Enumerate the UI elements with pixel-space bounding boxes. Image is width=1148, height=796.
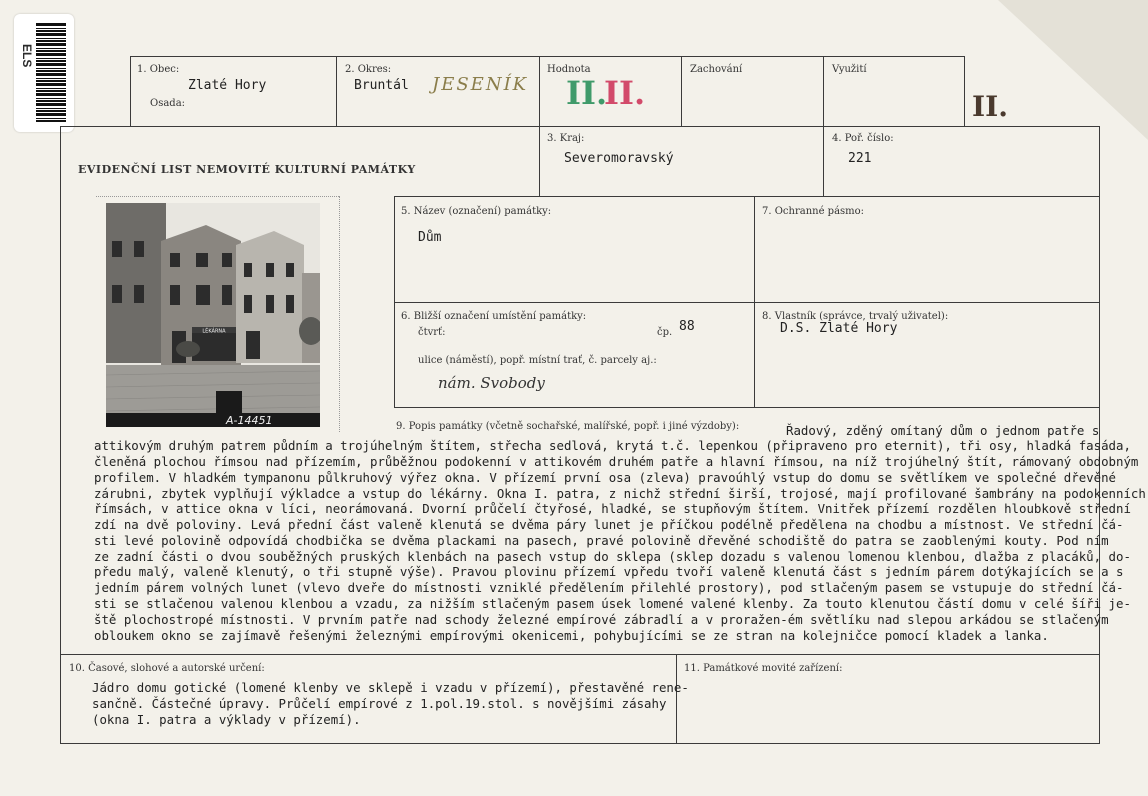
por-cislo-value: 221 [848,151,872,166]
popis-line: attikovým druhým patrem půdním a trojúhelným štítem, střecha sedlová, krytá t.č. lepenkou (připraveno pro eternit), tři osy, hladká fasáda, [94,438,1131,453]
nazev-label: 5. Název (označení) památky: [401,206,552,217]
vlastnik-value: D.S. Zlaté Hory [780,321,898,336]
popis-line: ště plochostropé místnosti. V prvním patře nad schody železné empírové zábradlí a v proražen-ém světlíku nad slepou arkádou se stlačeným [94,612,1109,627]
monument-photo [106,203,320,427]
vyuziti-label: Využití [832,64,867,75]
rule [394,196,1100,197]
rule [336,56,337,126]
rule [539,126,540,196]
hodnota-label: Hodnota [547,64,591,75]
urceni-line: (okna I. patra a výklady v přízemí). [92,712,361,727]
barcode-icon [36,22,66,122]
osada-label: Osada: [150,98,186,109]
barcode-text: ELS [20,44,34,68]
okres-label: 2. Okres: [345,64,392,75]
kraj-value: Severomoravský [564,151,674,166]
building-photo-image [106,203,320,427]
popis-line: jedním párem volných lunet (vlevo dveře do místnosti vzniklé předělením přilehlé prostory), pod stlačeným pasem se vstupuje do střední čá- [94,580,1124,595]
rule [60,654,1100,655]
por-cislo-label: 4. Poř. číslo: [832,133,894,144]
cp-value: 88 [679,319,695,334]
ctvrt-label: čtvrť: [418,327,446,338]
rule [130,56,964,57]
cp-label: čp. [657,327,673,338]
umisteni-label: 6. Bližší označení umístění památky: [401,311,587,322]
rule [676,654,677,744]
urceni-label: 10. Časové, slohové a autorské určení: [69,663,265,674]
okres-handwritten: JESENÍK [432,74,529,95]
urceni-line: sančně. Částečné úpravy. Průčelí empírové z 1.pol.19.stol. s novějšími zásahy [92,696,667,711]
photo-frame [339,196,341,432]
ulice-handwritten: nám. Svobody [438,374,545,392]
popis-line: ze zadní části o dvou souběžných pruských klenbách na pasech vstup do sklepa (sklep dozadu s valenou lomenou klenbou, dlažba z placáků, do- [94,549,1131,564]
popis-line: zárubni, zbytek vyplňují výkladce a vstup do lékárny. Okna I. patra, z nichž střední širší, trojosé, mají profilované šambrány na podokenních [94,486,1146,501]
okres-value: Bruntál [354,78,409,93]
rule [681,56,682,126]
rule [60,126,61,744]
rule [394,407,1100,408]
popis-line: sti se stlačenou valenou klenbou a vzadu, za nižším stlačeným pasem úsek lomené valené klenby. Za touto klenutou částí domu v celé šíři je- [94,596,1131,611]
obec-value: Zlaté Hory [188,78,267,93]
rule [60,126,1100,127]
ochranne-label: 7. Ochranné pásmo: [762,206,865,217]
popis-line: sti levé polovině odpovídá chodbička se dvěma plackami na pasech, pravé polovině dřevěné schodiště do patra se zaoblenými kouty. Pod ním [94,533,1109,548]
photo-frame [96,196,339,198]
margin-mark: II. [972,90,1008,123]
rule [823,56,824,126]
zachovani-label: Zachování [690,64,743,75]
barcode-sticker [14,14,74,132]
hodnota-green-mark: II. [566,74,608,112]
popis-line: Řadový, zděný omítaný dům o jednom patře s [786,423,1100,438]
popis-line: římsách, v attice okna v líci, neorámovaná. Dvorní průčelí čtyřosé, hladké, se stupňovým štítem. Vnitřek přízemí rozdělen hloubkově střední [94,501,1131,516]
popis-line: předu malý, valeně klenutý, o tři stupně výše). Pravou plovinu přízemí vpředu tvoří valeně klenutá část s jedním párem dotýkajících se a s [94,564,1124,579]
page-title: EVIDENČNÍ LIST NEMOVITÉ KULTURNÍ PAMÁTKY [78,163,416,176]
nazev-value: Dům [418,230,442,245]
popis-label: 9. Popis památky (včetně sochařské, malířské, popř. i jiné výzdoby): [396,421,740,432]
popis-line: zdí na dvě poloviny. Levá přední část valeně klenutá se dvěma páry lunet je příčkou podélně předělena na chodbu a místnost. Ve střední čá- [94,517,1124,532]
obec-label: 1. Obec: [137,64,180,75]
page-corner [998,0,1148,140]
vlastnik-label: 8. Vlastník (správce, trvalý uživatel): [762,311,949,322]
rule [539,56,540,126]
rule [394,302,1100,303]
hodnota-red-mark: II. [604,74,646,112]
rule [60,743,1100,744]
popis-line: obloukem okno se zajímavě řešenými železnými empírovými okenicemi, pohybujícími se ze stran na kolejničce pomocí kladek a lanka. [94,628,1049,643]
zarizeni-label: 11. Památkové movité zařízení: [684,663,843,674]
photo-number: A-14451 [226,414,273,427]
rule [823,126,824,196]
urceni-line: Jádro domu gotické (lomené klenby ve sklepě i vzadu v přízemí), přestavěné rene- [92,680,689,695]
rule [964,56,965,126]
ulice-label: ulice (náměstí), popř. místní trať, č. parcely aj.: [418,355,657,366]
rule [130,56,131,126]
popis-line: profilem. V hladkém tympanonu půlkruhový výřez okna. V přízemí první osa (zleva) pravoúhlý vstup do domu se světlíkem ve společné dřevěné [94,470,1116,485]
popis-line: členěná plochou římsou nad přízemím, průběžnou podokenní v attikovém druhém patře a hlavní římsou, na níž trojúhelný štít, rámovaný obdobným [94,454,1139,469]
photo-sign: LÉKÁRNA [202,328,226,335]
kraj-label: 3. Kraj: [547,133,585,144]
